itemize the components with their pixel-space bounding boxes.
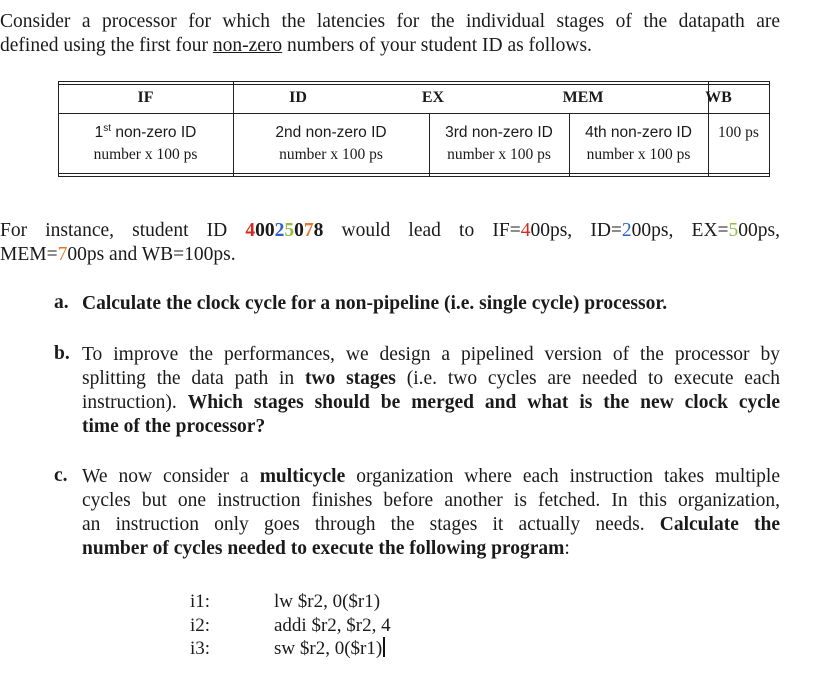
- example-line-2: MEM=700ps and WB=100ps.: [0, 244, 236, 265]
- intro-line-2-end: numbers of your student ID as follows.: [282, 35, 592, 56]
- program-code-i1: lw $r2, 0($r1): [274, 591, 381, 612]
- question-b-line-3: instruction). Which stages should be merged and what is the new clock cycle: [82, 392, 780, 413]
- table-cell-mem: 4th non-zero ID number x 100 ps: [585, 124, 692, 163]
- table-header-ex: EX: [421, 89, 445, 106]
- question-b-label: b.: [54, 343, 70, 364]
- example-line-1: For instance, student ID 40025078 would lead to IF=400ps, ID=200ps, EX=500ps,: [0, 220, 780, 241]
- question-c-line-2: cycles but one instruction finishes before another is fetched. In this organization,: [82, 490, 780, 511]
- table-cell-wb: 100 ps: [718, 124, 759, 141]
- question-c-line-3: an instruction only goes through the stages it actually needs. Calculate the: [82, 514, 780, 535]
- intro-line-2-text: defined using the first four: [0, 35, 213, 56]
- table-header-wb: WB: [705, 89, 732, 106]
- program-label-i2: i2:: [190, 614, 211, 636]
- program-code-i3: sw $r2, 0($r1): [274, 637, 391, 661]
- question-b-line-2: splitting the data path in two stages (i.e. two cycles are needed to execute each: [82, 368, 780, 389]
- intro-line-2: [0, 34, 592, 58]
- program-code: [274, 590, 391, 661]
- program-labels: [190, 590, 210, 661]
- question-c-label: c.: [54, 465, 68, 486]
- table-header-if: IF: [137, 89, 154, 106]
- table-header-mem: MEM: [562, 89, 604, 106]
- program-label-i1: i1:: [190, 591, 211, 612]
- intro-underlined-term: non-zero: [212, 35, 283, 56]
- table-cell-id: 2nd non-zero ID number x 100 ps: [275, 124, 387, 163]
- question-c-line-1: We now consider a multicycle organization where each instruction takes multiple: [82, 466, 781, 487]
- question-c-line-4: number of cycles needed to execute the following program:: [82, 538, 570, 559]
- table-cell-ex: 3rd non-zero ID number x 100 ps: [445, 124, 553, 163]
- program-code-i2: addi $r2, $r2, 4: [274, 614, 391, 636]
- latency-table: [58, 81, 769, 177]
- intro-line-1: Consider a processor for which the latencies for the individual stages of the datapath are: [0, 11, 780, 32]
- table-cell-if: 1st non-zero ID number x 100 ps: [93, 122, 198, 163]
- program-label-i3: i3:: [190, 638, 211, 659]
- question-a-text: Calculate the clock cycle for a non-pipeline (i.e. single cycle) processor.: [82, 293, 668, 314]
- text-cursor: [383, 637, 385, 657]
- question-b-line-1: To improve the performances, we design a pipelined version of the processor by: [82, 344, 780, 365]
- question-a-label: a.: [54, 292, 69, 313]
- question-b-line-4: time of the processor?: [82, 416, 266, 437]
- table-header-id: ID: [289, 89, 307, 106]
